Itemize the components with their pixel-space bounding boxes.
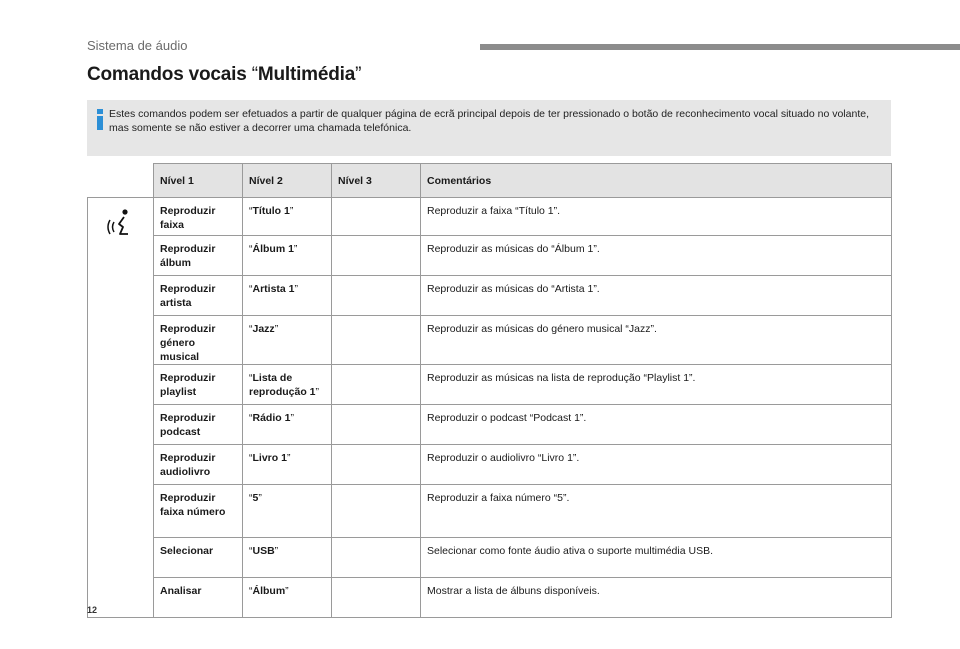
table-row <box>88 538 892 578</box>
info-text: Estes comandos podem ser efetuados a partir de qualquer página de ecrã principal depois de ter pressionado o botão de reconhecimento vocal situado no volante, mas somente se não estiver a decorrer uma chamada telefónica. <box>109 108 869 134</box>
cell-level-2-text: Álbum <box>252 585 286 597</box>
cell-comment-text: Reproduzir as músicas do “Artista 1”. <box>427 283 600 295</box>
section-divider-bar <box>480 44 960 50</box>
cell-level-1-text: Selecionar <box>160 545 214 557</box>
cell-level-3-text <box>332 485 420 491</box>
cell-level-2-text: Artista 1 <box>252 283 295 295</box>
cell-level-3 <box>332 198 421 236</box>
cell-level-2-text: 5 <box>252 492 259 504</box>
cell-level-2-text: USB <box>252 545 275 557</box>
cell-level-1-text: Reproduzir álbum <box>160 243 216 269</box>
cell-comment-text: Reproduzir as músicas do “Álbum 1”. <box>427 243 600 255</box>
cell-level-2-text: Rádio 1 <box>252 412 291 424</box>
cell-level-3 <box>332 316 421 365</box>
page-title-quoted: Multimédia <box>257 64 356 85</box>
cell-level-1 <box>154 198 243 236</box>
cell-level-3-text <box>332 316 420 322</box>
table-row <box>88 405 892 445</box>
header-level-2: Nível 2 <box>243 164 332 198</box>
cell-comment-text: Reproduzir a faixa “Título 1”. <box>427 205 561 217</box>
cell-level-3-text <box>332 198 420 204</box>
header-level-1: Nível 1 <box>154 164 243 198</box>
cell-comment <box>421 485 892 538</box>
table-header-row <box>88 164 892 198</box>
cell-level-2-text: Álbum 1 <box>252 243 294 255</box>
cell-level-2: “Jazz” <box>243 316 332 365</box>
cell-comment-text: Reproduzir o audiolivro “Livro 1”. <box>427 452 580 464</box>
cell-comment <box>421 538 892 578</box>
table-row <box>88 485 892 538</box>
cell-comment <box>421 316 892 365</box>
cell-level-3 <box>332 578 421 618</box>
table-row <box>88 316 892 365</box>
cell-level-3 <box>332 236 421 276</box>
header-comments: Comentários <box>421 164 892 198</box>
cell-comment <box>421 198 892 236</box>
cell-level-3-text <box>332 405 420 411</box>
cell-level-2-text: Livro 1 <box>252 452 287 464</box>
cell-comment-text: Reproduzir o podcast “Podcast 1”. <box>427 412 587 424</box>
cell-level-3-text <box>332 538 420 544</box>
cell-level-1-text: Reproduzir playlist <box>160 372 216 398</box>
cell-level-1-text: Reproduzir faixa <box>160 205 216 231</box>
cell-level-1 <box>154 365 243 405</box>
cell-level-1-text: Reproduzir faixa número <box>160 492 226 518</box>
header-blank-cell <box>88 164 154 198</box>
cell-level-2: “Artista 1” <box>243 276 332 316</box>
cell-level-2: “USB” <box>243 538 332 578</box>
cell-level-1 <box>154 316 243 365</box>
section-header: Sistema de áudio <box>87 38 188 53</box>
cell-level-2: “Lista de reprodução 1” <box>243 365 332 405</box>
cell-comment <box>421 365 892 405</box>
cell-level-1-text: Analisar <box>160 585 202 597</box>
cell-level-3-text <box>332 236 420 242</box>
voice-commands-table <box>87 163 892 618</box>
page-number: 12 <box>87 605 98 615</box>
cell-level-2: “5” <box>243 485 332 538</box>
cell-level-3 <box>332 405 421 445</box>
table-row <box>88 236 892 276</box>
cell-level-2-text: Título 1 <box>252 205 290 217</box>
cell-comment-text: Selecionar como fonte áudio ativa o suporte multimédia USB. <box>427 545 713 557</box>
table-row <box>88 445 892 485</box>
cell-comment <box>421 445 892 485</box>
cell-level-3-text <box>332 276 420 282</box>
cell-level-1-text: Reproduzir audiolivro <box>160 452 216 478</box>
header-level-3: Nível 3 <box>332 164 421 198</box>
cell-level-1 <box>154 538 243 578</box>
cell-level-2: “Álbum 1” <box>243 236 332 276</box>
cell-level-3 <box>332 365 421 405</box>
cell-level-1 <box>154 578 243 618</box>
info-icon <box>94 109 106 131</box>
cell-level-1-text: Reproduzir podcast <box>160 412 216 438</box>
cell-level-3-text <box>332 365 420 371</box>
cell-level-2-text: Lista de reprodução 1 <box>249 372 316 398</box>
page-title-open-quote: “ <box>251 64 258 85</box>
cell-level-2: “Livro 1” <box>243 445 332 485</box>
cell-level-2: “Rádio 1” <box>243 405 332 445</box>
cell-level-3 <box>332 276 421 316</box>
cell-level-1-text: Reproduzir género musical <box>160 323 216 363</box>
cell-level-2-text: Jazz <box>252 323 275 335</box>
cell-level-1 <box>154 445 243 485</box>
cell-level-2: “Álbum” <box>243 578 332 618</box>
table-row <box>88 365 892 405</box>
cell-level-1 <box>154 485 243 538</box>
cell-comment <box>421 236 892 276</box>
cell-comment-text: Reproduzir as músicas do género musical “Jazz”. <box>427 323 657 335</box>
cell-level-3 <box>332 538 421 578</box>
cell-level-1 <box>154 276 243 316</box>
cell-comment <box>421 405 892 445</box>
cell-level-2: “Título 1” <box>243 198 332 236</box>
cell-level-1-text: Reproduzir artista <box>160 283 216 309</box>
page-title <box>87 64 361 86</box>
cell-comment-text: Mostrar a lista de álbuns disponíveis. <box>427 585 600 597</box>
info-box <box>87 100 891 156</box>
cell-comment-text: Reproduzir a faixa número “5”. <box>427 492 570 504</box>
cell-comment <box>421 276 892 316</box>
cell-level-3 <box>332 485 421 538</box>
cell-level-3-text <box>332 578 420 584</box>
cell-level-3 <box>332 445 421 485</box>
table-row <box>88 198 892 236</box>
table-row <box>88 276 892 316</box>
table-row <box>88 578 892 618</box>
voice-command-icon <box>106 208 136 238</box>
cell-level-1 <box>154 405 243 445</box>
voice-icon-cell <box>88 198 154 618</box>
page-title-close-quote: ” <box>355 64 362 85</box>
cell-level-3-text <box>332 445 420 451</box>
cell-comment <box>421 578 892 618</box>
page-title-main: Comandos vocais <box>87 64 252 85</box>
cell-level-1 <box>154 236 243 276</box>
cell-comment-text: Reproduzir as músicas na lista de reprodução “Playlist 1”. <box>427 372 696 384</box>
